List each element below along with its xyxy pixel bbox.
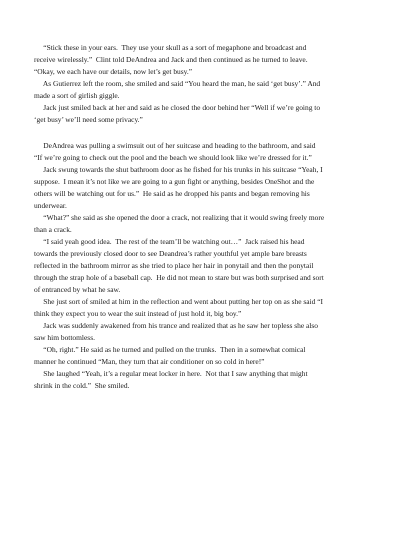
text-line: DeAndrea was pulling a swimsuit out of her suitcase and heading to the bathroom, and said — [34, 141, 316, 150]
text-line: shrink in the cold.” She smiled. — [34, 381, 130, 390]
text-line: than a crack. — [34, 225, 72, 234]
text-line: Jack just smiled back at her and said as he closed the door behind her “Well if we’re going to — [34, 103, 321, 112]
text-line: As Gutierrez left the room, she smiled and said “You heard the man, he said ‘get busy’.” And — [34, 79, 321, 88]
text-line: “What?” she said as she opened the door a crack, not realizing that it would swing freely more — [34, 213, 325, 222]
text-line: “Oh, right.” He said as he turned and pulled on the trunks. Then in a somewhat comical — [34, 345, 306, 354]
text-line: towards the previously closed door to see Deandrea’s rather youthful yet ample bare breasts — [34, 249, 307, 258]
text-block-1 — [34, 42, 390, 126]
text-line: “If we’re going to check out the pool and the beach we should look like we’re dressed for it.” — [34, 153, 312, 162]
text-line: manner he continued “Man, they turn that air conditioner on so cold in here!” — [34, 357, 265, 366]
text-line: think they expect you to wear the suit instead of just hold it, big boy.” — [34, 309, 242, 318]
text-line: receive wirelessly.” Clint told DeAndrea and Jack and then continued as he turned to leave. — [34, 55, 308, 64]
text-line: underwear. — [34, 201, 67, 210]
section-gap — [34, 126, 390, 140]
text-line: She just sort of smiled at him in the reflection and went about putting her top on as she said “I — [34, 297, 323, 306]
text-block-2 — [34, 140, 390, 392]
text-line: suppose. I mean it’s not like we are going to a gun fight or anything, besides OneShot and the — [34, 177, 315, 186]
text-line: reflected in the bathroom mirror as she tried to place her hair in ponytail and then the ponytail — [34, 261, 314, 270]
text-line: made a sort of girlish giggle. — [34, 91, 120, 100]
text-line: ‘get busy’ we’ll need some privacy.” — [34, 115, 143, 124]
text-line: Jack was suddenly awakened from his trance and realized that as he saw her topless she also — [34, 321, 318, 330]
document-body — [34, 42, 390, 392]
text-line: Jack swung towards the shut bathroom door as he fished for his trunks in his suitcase “Yeah, I — [34, 165, 323, 174]
text-line: others will be watching out for us.” He said as he dropped his pants and began removing his — [34, 189, 310, 198]
text-line: “Okay, we each have our details, now let’s get busy.” — [34, 67, 193, 76]
text-line: through the strap hole of a baseball cap. He did not mean to stare but was both surprised and sort — [34, 273, 324, 282]
text-line: saw him bottomless. — [34, 333, 95, 342]
text-line: “I said yeah good idea. The rest of the team’ll be watching out…” Jack raised his head — [34, 237, 305, 246]
text-line: She laughed “Yeah, it’s a regular meat locker in here. Not that I saw anything that might — [34, 369, 308, 378]
text-line: “Stick these in your ears. They use your skull as a sort of megaphone and broadcast and — [34, 43, 307, 52]
text-line: of entranced by what he saw. — [34, 285, 121, 294]
